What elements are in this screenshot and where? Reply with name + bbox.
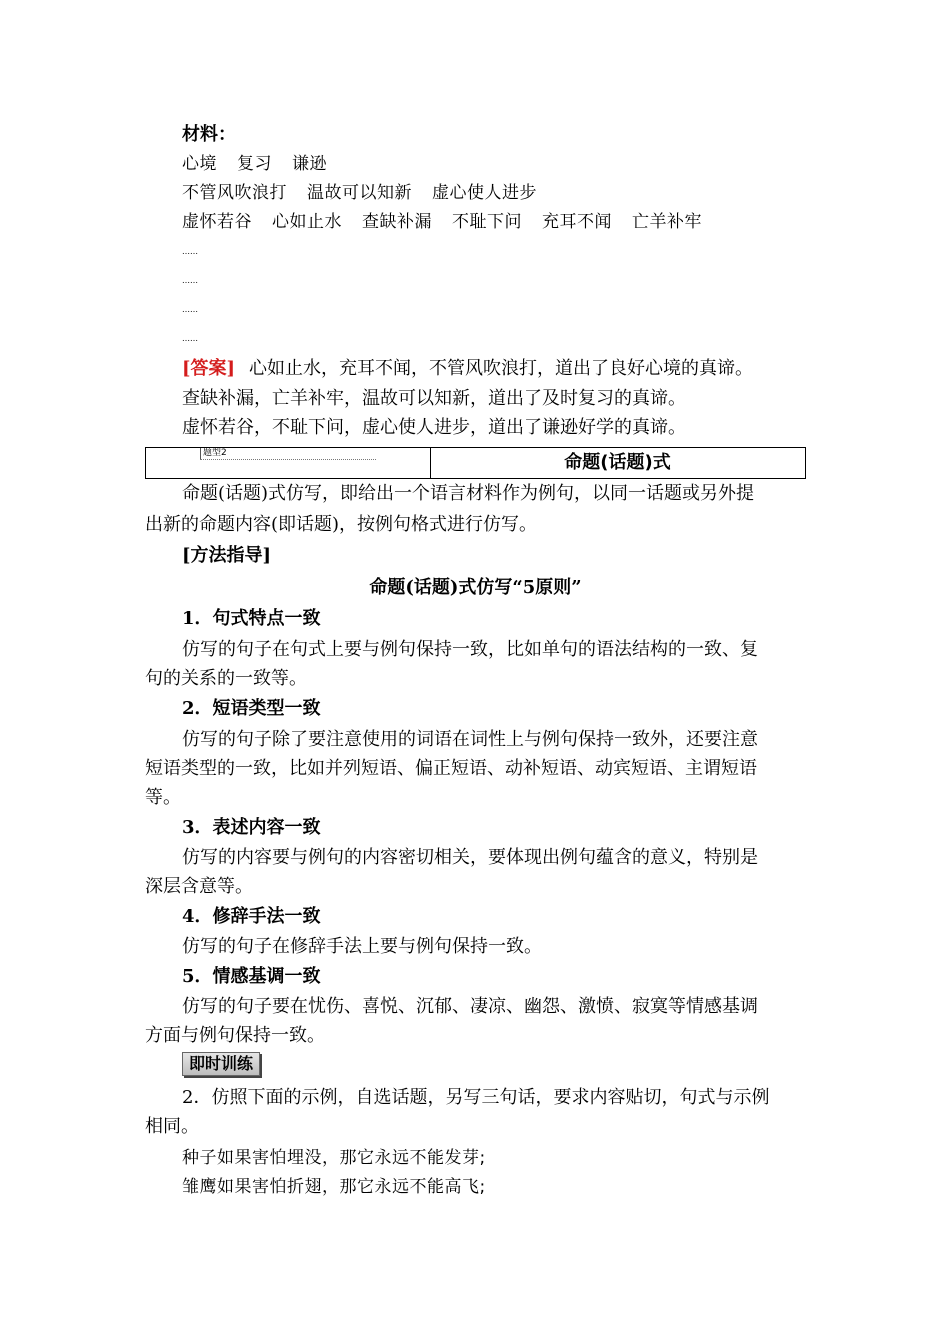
- question-text: 相同。: [145, 1116, 199, 1137]
- principle-3-heading: 3．表述内容一致: [182, 817, 321, 838]
- material-heading: 材料：: [182, 124, 236, 145]
- answer-label: [答案]: [182, 358, 236, 379]
- ellipsis-line: ……: [182, 276, 198, 285]
- example-line-2: 雏鹰如果害怕折翅，那它永远不能高飞;: [182, 1177, 486, 1197]
- material-idiom: 虚怀若谷: [182, 212, 252, 232]
- tag-underline: [200, 459, 376, 460]
- material-word: 谦逊: [292, 154, 327, 174]
- principle-5-heading: 5．情感基调一致: [182, 966, 321, 987]
- principle-3-text: 仿写的内容要与例句的内容密切相关，要体现出例句蕴含的意义，特别是: [182, 847, 758, 868]
- material-phrase: 不管风吹浪打: [182, 183, 287, 203]
- example-line-1: 种子如果害怕埋没，那它永远不能发芽;: [182, 1148, 486, 1168]
- material-idiom: 心如止水: [272, 212, 342, 232]
- guide-label: [方法指导]: [182, 545, 272, 566]
- material-row-3: [182, 209, 702, 235]
- training-badge: 即时训练: [182, 1052, 260, 1076]
- answer-line-2: 查缺补漏，亡羊补牢，温故可以知新，道出了及时复习的真谛。: [182, 388, 686, 409]
- ellipsis-line: ……: [182, 334, 198, 343]
- question-text: 2．仿照下面的示例，自选话题，另写三句话，要求内容贴切，句式与示例: [182, 1087, 770, 1108]
- material-word: 复习: [237, 154, 272, 174]
- material-word: 心境: [182, 154, 217, 174]
- principle-1-text: 仿写的句子在句式上要与例句保持一致，比如单句的语法结构的一致、复: [182, 639, 758, 660]
- section-intro-1: 命题(话题)式仿写，即给出一个语言材料作为例句，以同一话题或另外提: [182, 483, 755, 504]
- material-row-1: [182, 151, 327, 177]
- principle-1-heading: 1．句式特点一致: [182, 608, 321, 629]
- ellipsis-line: ……: [182, 247, 198, 256]
- principle-3-text: 深层含意等。: [145, 876, 253, 897]
- guide-title: 命题(话题)式仿写“5原则”: [369, 577, 582, 598]
- section-title: 命题(话题)式: [564, 452, 671, 473]
- material-idiom: 充耳不闻: [542, 212, 612, 232]
- principle-2-text: 短语类型的一致，比如并列短语、偏正短语、动补短语、动宾短语、主谓短语: [145, 758, 757, 779]
- answer-line-3: 虚怀若谷，不耻下问，虚心使人进步，道出了谦逊好学的真谛。: [182, 417, 686, 438]
- material-idiom: 查缺补漏: [362, 212, 432, 232]
- material-idiom: 亡羊补牢: [632, 212, 702, 232]
- section-intro-2: 出新的命题内容(即话题)，按例句格式进行仿写。: [145, 514, 538, 535]
- principle-1-text: 句的关系的一致等。: [145, 668, 307, 689]
- answer-line-1: [182, 356, 753, 382]
- principle-5-text: 仿写的句子要在忧伤、喜悦、沉郁、凄凉、幽怨、激愤、寂寞等情感基调: [182, 996, 758, 1017]
- material-phrase: 虚心使人进步: [432, 183, 537, 203]
- material-phrase: 温故可以知新: [307, 183, 412, 203]
- principle-2-text: 仿写的句子除了要注意使用的词语在词性上与例句保持一致外，还要注意: [182, 729, 758, 750]
- principle-4-heading: 4．修辞手法一致: [182, 906, 321, 927]
- principle-5-text: 方面与例句保持一致。: [145, 1025, 325, 1046]
- section-header-table: [145, 447, 806, 479]
- material-row-2: [182, 180, 537, 206]
- principle-2-text: 等。: [145, 787, 181, 808]
- principle-2-heading: 2．短语类型一致: [182, 698, 321, 719]
- material-idiom: 不耻下问: [452, 212, 522, 232]
- ellipsis-line: ……: [182, 305, 198, 314]
- answer-text: 心如止水，充耳不闻，不管风吹浪打，道出了良好心境的真谛。: [249, 358, 754, 379]
- section-tag: 题型2: [200, 448, 227, 459]
- principle-4-text: 仿写的句子在修辞手法上要与例句保持一致。: [182, 936, 542, 957]
